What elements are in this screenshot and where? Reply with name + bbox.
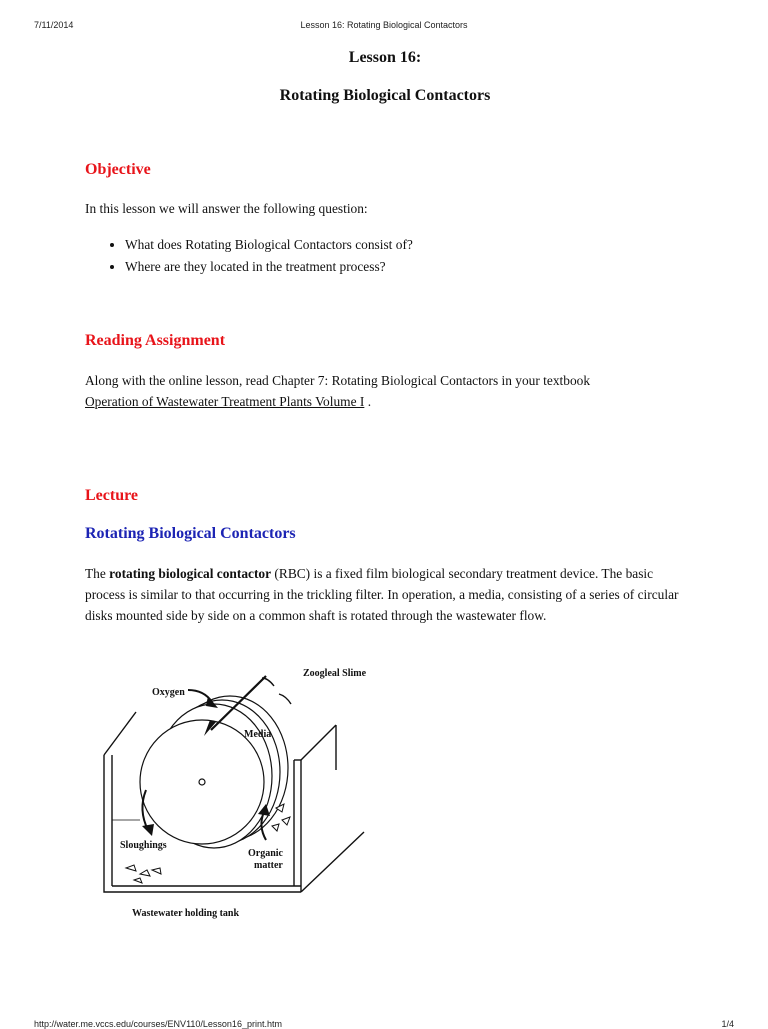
lecture-text-rest: (RBC) is a fixed film biological secondary treatment device. The basic process is similar to that occurring in the trickling filter. In operation, a media, consisting of a series of circular disks mounted side by side on a common shaft is rotated through the wastewater flow. <box>85 566 679 623</box>
lecture-paragraph <box>85 563 685 626</box>
reading-text: Along with the online lesson, read Chapter 7: Rotating Biological Contactors in your textbook <box>85 373 591 388</box>
lesson-number: Lesson 16: <box>348 49 422 66</box>
objective-intro: In this lesson we will answer the following question: <box>85 201 368 216</box>
textbook-link[interactable]: Operation of Wastewater Treatment Plants Volume I <box>85 394 365 409</box>
objective-list <box>85 234 413 278</box>
label-organic: Organic <box>248 848 283 859</box>
label-media: Media <box>244 729 272 740</box>
label-zoogleal-slime: Zoogleal Slime <box>303 668 366 679</box>
disk-stack <box>140 696 288 848</box>
reading-paragraph <box>85 370 685 412</box>
rbc-diagram-svg <box>96 660 366 922</box>
label-sloughings: Sloughings <box>120 840 167 851</box>
rbc-diagram <box>96 660 366 922</box>
print-date: 7/11/2014 <box>34 20 74 30</box>
objective-heading: Objective <box>85 161 151 178</box>
lecture-text-start: The <box>85 566 110 581</box>
list-item: • Where are they located in the treatment process? <box>125 256 413 278</box>
lecture-heading: Lecture <box>85 487 139 504</box>
lesson-title: Rotating Biological Contactors <box>279 87 491 104</box>
page-count: 1/4 <box>721 1019 734 1029</box>
sloughing-particles <box>126 865 161 883</box>
reading-heading: Reading Assignment <box>85 332 226 349</box>
page-url: http://water.me.vccs.edu/courses/ENV110/Lesson16_print.htm <box>34 1019 282 1029</box>
label-matter: matter <box>254 860 283 871</box>
shaft-hub <box>199 779 205 785</box>
label-tank: Wastewater holding tank <box>132 908 240 919</box>
label-oxygen: Oxygen <box>152 687 185 698</box>
tank-bottom-edge <box>301 832 364 892</box>
tank-right-top-edge <box>301 725 336 760</box>
tank-left-top-edge <box>104 712 136 755</box>
list-item: • What does Rotating Biological Contactors consist of? <box>125 234 413 256</box>
lecture-subheading: Rotating Biological Contactors <box>85 525 296 542</box>
print-title: Lesson 16: Rotating Biological Contactors <box>300 20 468 30</box>
rbc-term: rotating biological contactor <box>109 566 272 581</box>
reading-tail: . <box>364 394 372 409</box>
